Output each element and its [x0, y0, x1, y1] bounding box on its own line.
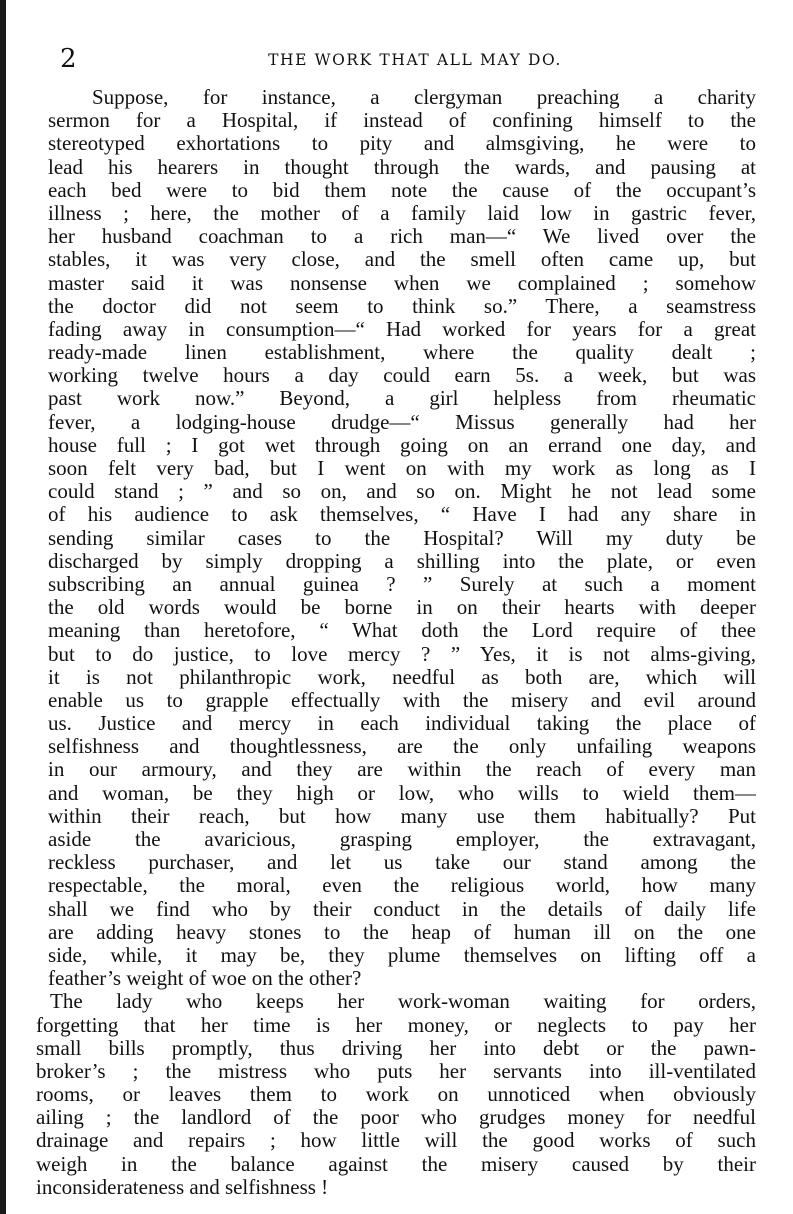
running-title: THE WORK THAT ALL MAY DO. [268, 51, 562, 69]
text-line: forgetting that her time is her money, or neglects to pay her [36, 1013, 756, 1037]
text-line: weigh in the balance against the misery caused by their [36, 1152, 756, 1176]
text-line: shall we find who by their conduct in the details of daily life [48, 897, 756, 921]
text-line: respectable, the moral, even the religious world, how many [48, 874, 756, 898]
text-line: and woman, be they high or low, who wills to wield them— [48, 781, 756, 805]
text-line: enable us to grapple effectually with the misery and evil around [48, 688, 756, 712]
text-line: feather’s weight of woe on the other? [48, 967, 362, 991]
text-line: her husband coachman to a rich man—“ We lived over the [48, 225, 756, 249]
text-line: soon felt very bad, but I went on with my work as long as I [48, 457, 756, 480]
text-line: it is not philanthropic work, needful as both are, which will [48, 665, 756, 689]
text-line: reckless purchaser, and let us take our stand among the [48, 851, 756, 875]
text-line: illness ; here, the mother of a family laid low in gastric fever, [48, 201, 756, 225]
text-line: each bed were to bid them note the cause of the occupant’s [48, 178, 756, 202]
paragraph-2 [36, 990, 756, 1199]
text-line: inconsiderateness and selfishness ! [36, 1175, 329, 1199]
text-line: lead his hearers in thought through the wards, and pausing at [48, 155, 756, 179]
text-line: ailing ; the landlord of the poor who grudges money for needful [36, 1106, 756, 1130]
text-line: fever, a lodging-house drudge—“ Missus generally had her [48, 410, 756, 434]
text-line: of his audience to ask themselves, “ Have I had any share in [48, 503, 756, 527]
text-line: meaning than heretofore, “ What doth the Lord require of thee [48, 619, 756, 643]
text-line: in our armoury, and they are within the reach of every man [48, 758, 756, 782]
text-line: the doctor did not seem to think so.” There, a seamstress [48, 294, 756, 318]
text-line: past work now.” Beyond, a girl helpless from rheumatic [48, 387, 756, 411]
text-line: side, while, it may be, they plume themselves on lifting off a [48, 943, 756, 967]
text-line: The lady who keeps her work-woman waiting for orders, [50, 990, 756, 1014]
text-line: fading away in consumption—“ Had worked for years for a great [48, 317, 756, 341]
text-line: small bills promptly, thus driving her into debt or the pawn- [36, 1036, 756, 1060]
text-line: us. Justice and mercy in each individual taking the place of [48, 712, 756, 736]
text-line: Suppose, for instance, a clergyman preaching a charity [92, 86, 756, 109]
text-line: broker’s ; the mistress who puts her servants into ill-ventilated [36, 1059, 756, 1083]
body-text [36, 86, 756, 1199]
text-line: sending similar cases to the Hospital? Will my duty be [48, 526, 756, 550]
text-line: could stand ; ” and so on, and so on. Might he not lead some [48, 480, 756, 504]
text-line: discharged by simply dropping a shilling into the plate, or even [48, 549, 756, 573]
text-line: but to do justice, to love mercy ? ” Yes, it is not alms-giving, [48, 642, 756, 666]
text-line: sermon for a Hospital, if instead of confining himself to the [48, 109, 756, 133]
text-line: ready-made linen establishment, where the quality dealt ; [48, 341, 756, 365]
text-line: master said it was nonsense when we complained ; somehow [48, 271, 756, 295]
page-edge-shadow [0, 0, 6, 1214]
text-line: selfishness and thoughtlessness, are the only unfailing weapons [48, 735, 756, 759]
text-line: house full ; I got wet through going on an errand one day, and [48, 433, 756, 457]
text-line: the old words would be borne in on their hearts with deeper [48, 596, 756, 620]
text-line: aside the avaricious, grasping employer, the extravagant, [48, 828, 756, 851]
text-line: working twelve hours a day could earn 5s. a week, but was [48, 364, 756, 388]
text-line: are adding heavy stones to the heap of human ill on the one [48, 920, 756, 944]
text-line: rooms, or leaves them to work on unnoticed when obviously [36, 1083, 756, 1107]
text-line: drainage and repairs ; how little will the good works of such [36, 1129, 756, 1153]
page-number: 2 [60, 44, 77, 74]
text-line: stables, it was very close, and the smell often came up, but [48, 248, 756, 272]
paragraph-1 [36, 86, 756, 990]
page-header [60, 44, 770, 74]
text-line: subscribing an annual guinea ? ” Surely at such a moment [48, 572, 756, 596]
text-line: stereotyped exhortations to pity and almsgiving, he were to [48, 132, 756, 156]
text-line: within their reach, but how many use them habitually? Put [48, 804, 756, 828]
